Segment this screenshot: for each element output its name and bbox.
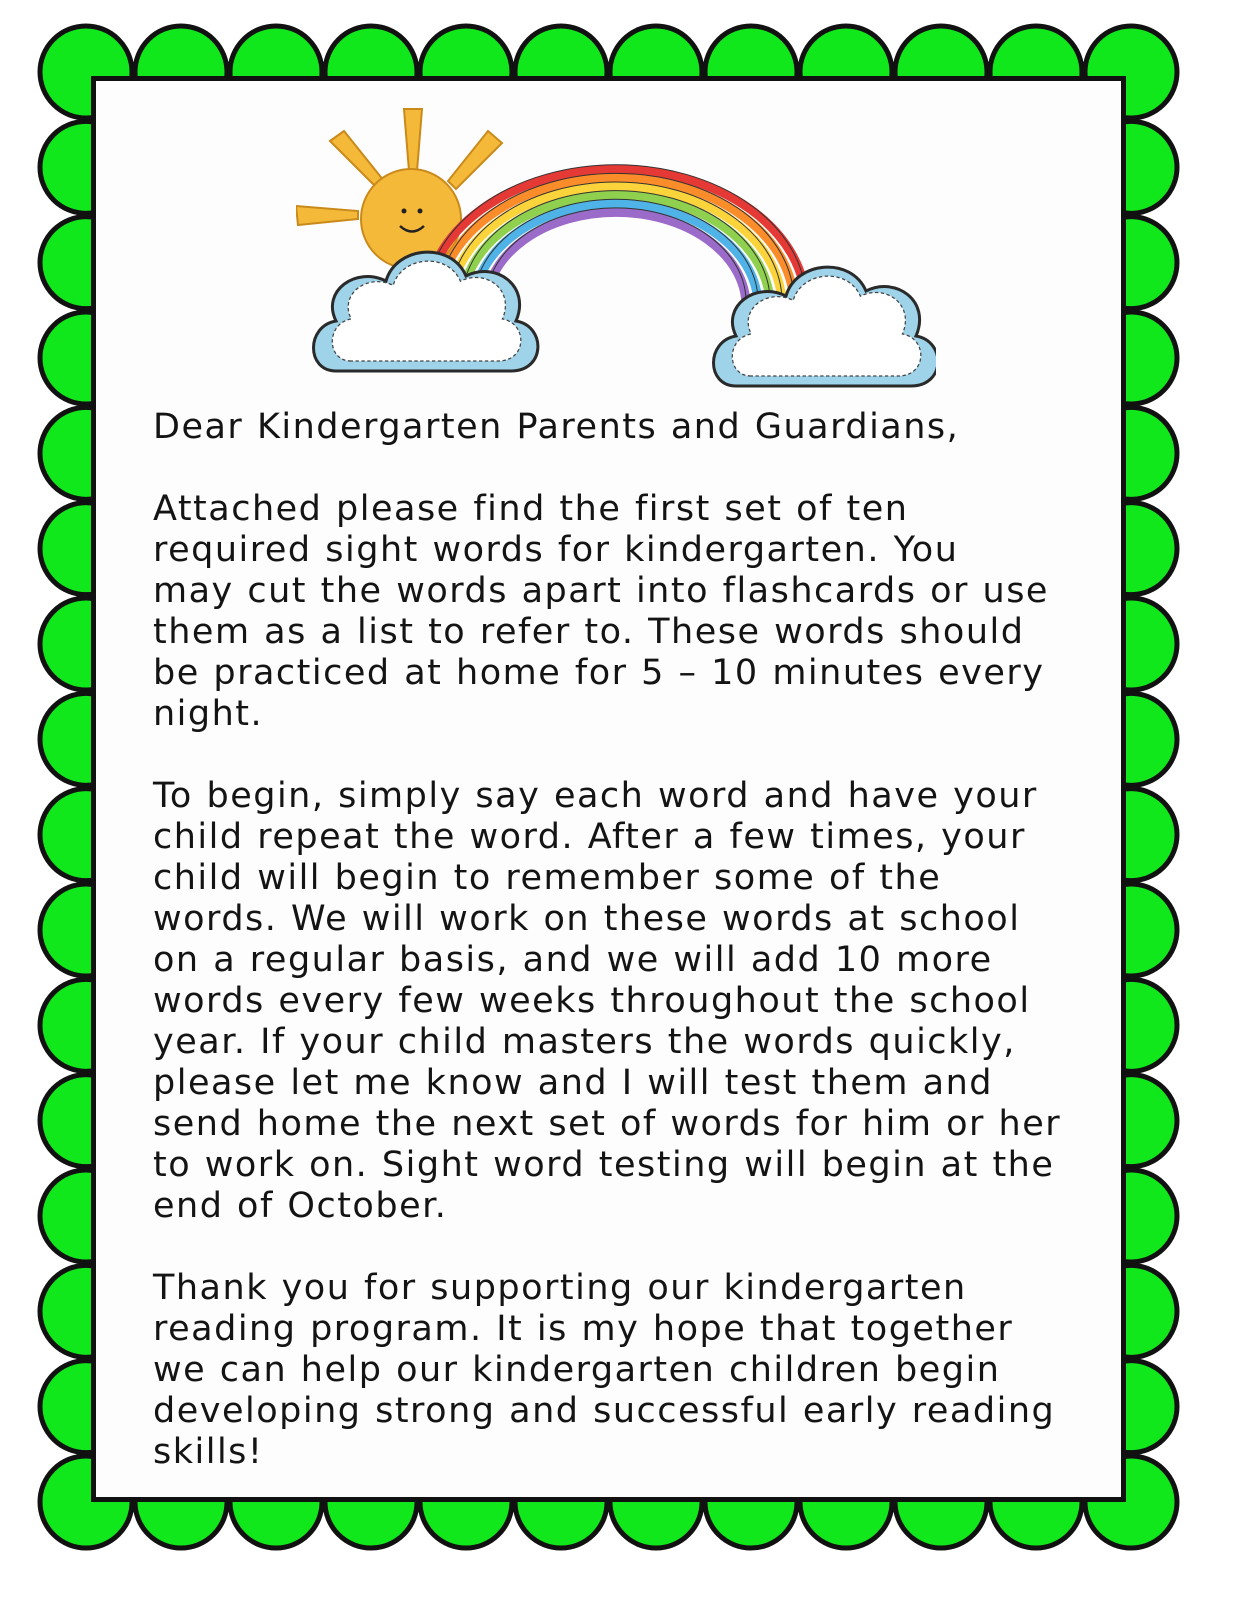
- paragraph-line: child will begin to remember some of the: [153, 858, 942, 898]
- letter-page: [91, 76, 1126, 1502]
- paragraph-line: words. We will work on these words at school: [153, 899, 1021, 939]
- letter-greeting: Dear Kindergarten Parents and Guardians,: [153, 407, 960, 447]
- sun-ray-upper-right: [448, 131, 502, 189]
- paragraph-line: child repeat the word. After a few times, your: [153, 817, 1026, 857]
- paragraph-line: we can help our kindergarten children begin: [153, 1350, 1001, 1390]
- paragraph-line: to work on. Sight word testing will begin at the: [153, 1145, 1055, 1185]
- paragraph-line: developing strong and successful early reading: [153, 1391, 1056, 1431]
- paragraph-line: please let me know and I will test them and: [153, 1063, 993, 1103]
- paragraph-line: end of October.: [153, 1186, 448, 1226]
- paragraph-line: words every few weeks throughout the school: [153, 981, 1031, 1021]
- letter-body: [153, 407, 1093, 1473]
- paragraph-line: skills!: [153, 1432, 264, 1472]
- paragraph-line: on a regular basis, and we will add 10 more: [153, 940, 993, 980]
- sun-ray-top: [404, 109, 422, 171]
- paragraph-line: reading program. It is my hope that together: [153, 1309, 1014, 1349]
- sun-eye-right: [418, 209, 423, 214]
- cloud-icon: [314, 252, 538, 371]
- paragraph-line: may cut the words apart into flashcards or use: [153, 571, 1049, 611]
- sun-ray-upper-left: [330, 131, 384, 187]
- sun-eye-left: [402, 209, 407, 214]
- sun-ray-left: [296, 206, 358, 225]
- rainbow-band-outline: [486, 208, 746, 302]
- paragraph-line: send home the next set of words for him or her: [153, 1104, 1062, 1144]
- paragraph-line: night.: [153, 694, 264, 734]
- paragraph-line: Attached please find the first set of ten: [153, 489, 909, 529]
- paragraph-line: them as a list to refer to. These words should: [153, 612, 1025, 652]
- letter-paragraph-3: [153, 1268, 1093, 1473]
- letter-paragraph-2: [153, 776, 1093, 1227]
- paragraph-line: be practiced at home for 5 – 10 minutes every: [153, 653, 1045, 693]
- paragraph-line: required sight words for kindergarten. You: [153, 530, 959, 570]
- letter-paragraph-1: [153, 489, 1093, 735]
- paragraph-line: Thank you for supporting our kindergarten: [153, 1268, 967, 1308]
- paragraph-line: year. If your child masters the words quickly,: [153, 1022, 1016, 1062]
- sun-rainbow-clouds-illustration: [296, 101, 936, 401]
- paragraph-line: To begin, simply say each word and have your: [153, 776, 1038, 816]
